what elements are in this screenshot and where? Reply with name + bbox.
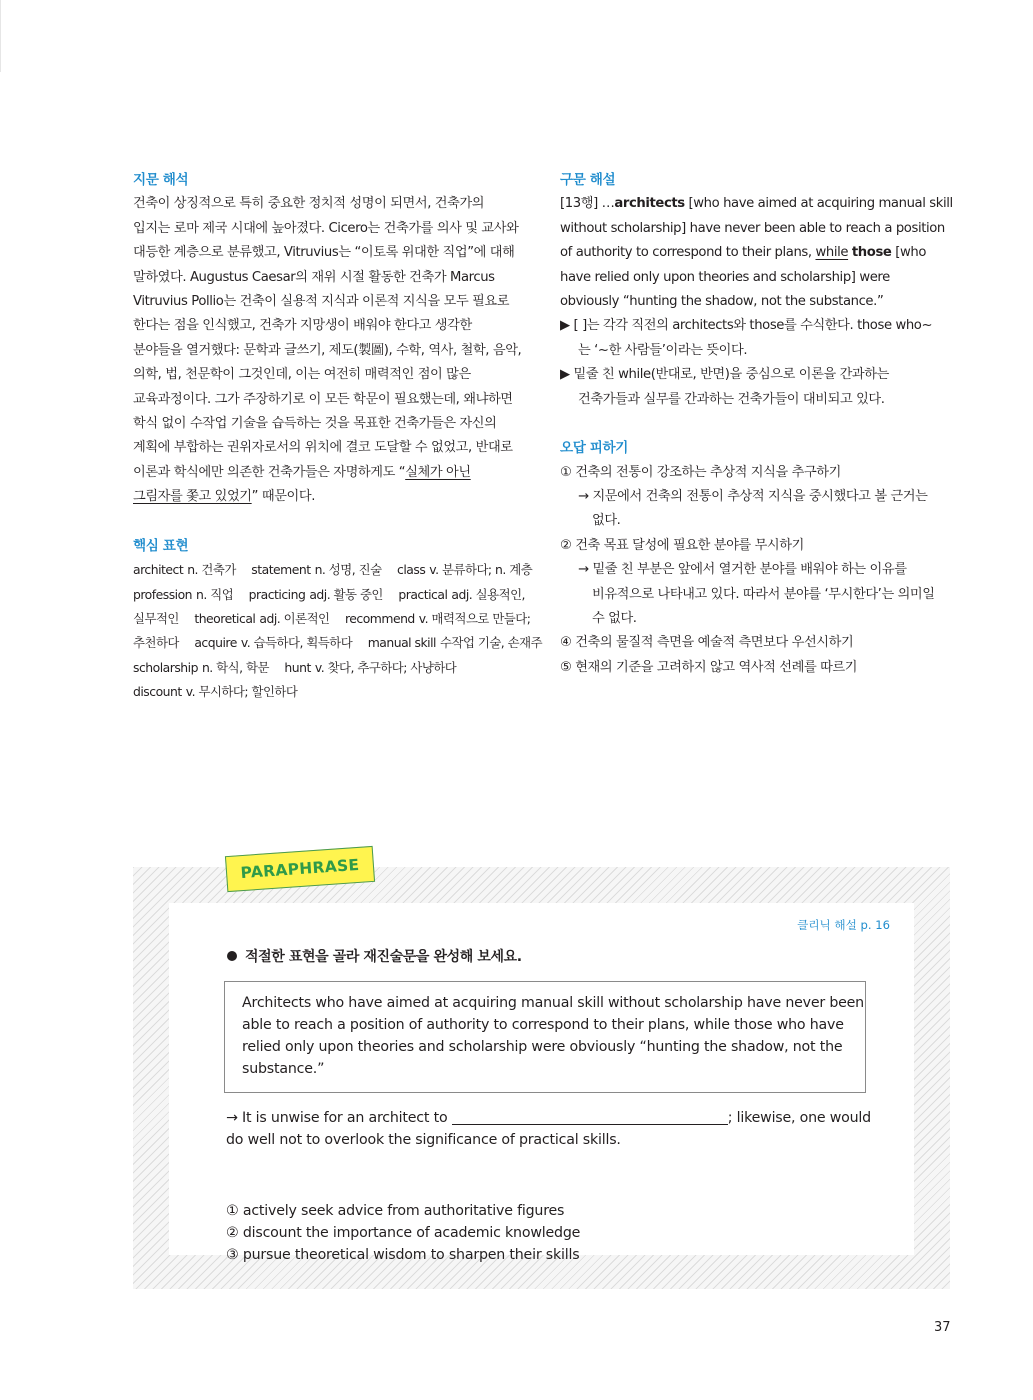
quote-line: substance.” <box>242 1061 325 1077</box>
vocab-word: discount <box>133 684 182 700</box>
vocab-meaning: n. 직업 <box>196 586 234 602</box>
syntax-segment: [13행] … <box>560 196 615 212</box>
translation-line: Vitruvius Pollio는 건축이 실용적 지식과 이론적 지식을 모두 필요로 <box>133 293 510 309</box>
underlined-phrase: 실체가 아닌 <box>405 464 471 480</box>
wrong-answer-line: 비유적으로 나타내고 있다. 따라서 분야를 ‘무시한다’는 의미일 <box>592 586 935 602</box>
translation-heading: 지문 해석 <box>133 172 189 188</box>
paraphrase-instruction <box>227 946 522 966</box>
quote-line: Architects who have aimed at acquiring manual skill without scholarship have never been <box>242 995 864 1011</box>
vocab-meaning: n. 성명, 진술 <box>314 562 382 578</box>
syntax-line <box>560 192 955 216</box>
translation-line: 한다는 점을 인식했고, 건축가 지망생이 배워야 한다고 생각한 <box>133 318 472 334</box>
key-expressions-heading: 핵심 표현 <box>133 537 189 554</box>
vocab-meaning: v. 분류하다; n. 계층 <box>429 562 533 578</box>
vocab-list <box>133 558 543 704</box>
vocab-word: scholarship <box>133 659 198 675</box>
paraphrase-sentence <box>226 1107 876 1151</box>
original-quote-box <box>224 981 866 1093</box>
answer-option[interactable]: ② discount the importance of academic knowledge <box>226 1224 581 1241</box>
vocab-meaning: adj. 이론적인 <box>259 611 330 627</box>
syntax-note: 건축가들과 실무를 간과하는 건축가들이 대비되고 있다. <box>578 391 885 407</box>
paraphrase-box <box>133 867 950 1289</box>
paraphrase-tag: PARAPHRASE <box>225 846 375 892</box>
sentence-segment: → It is unwise for an architect to <box>226 1110 452 1126</box>
vocab-word: theoretical <box>194 611 256 627</box>
syntax-note: 는 ‘~한 사람들’이라는 뜻이다. <box>578 342 748 358</box>
translation-line <box>133 485 533 509</box>
instruction-text: 적절한 표현을 골라 재진술문을 완성해 보세요. <box>245 949 522 965</box>
translation-text <box>133 192 533 509</box>
translation-line: 학식 없이 수작업 기술을 습득하는 것을 목표한 건축가들은 자신의 <box>133 415 497 431</box>
translation-line: 대등한 계층으로 분류했고, Vitruvius는 “이토록 위대한 직업”에 대해 <box>133 245 515 261</box>
answer-option[interactable]: ① actively seek advice from authoritative figures <box>226 1203 565 1219</box>
translation-line: 계획에 부합하는 권위자로서의 위치에 결코 도달할 수 없었고, 반대로 <box>133 440 513 456</box>
translation-line: 분야들을 열거했다: 문학과 글쓰기, 제도(製圖), 수학, 역사, 철학, 음악, <box>133 342 522 358</box>
syntax-line: have relied only upon theories and scholarship] were <box>560 269 890 285</box>
quote-line: relied only upon theories and scholarship were obviously “hunting the shadow, not the <box>242 1039 843 1055</box>
syntax-line: obviously “hunting the shadow, not the substance.” <box>560 293 884 309</box>
vocab-line <box>133 656 533 680</box>
translation-line: 입지는 로마 제국 시대에 높아졌다. Cicero는 건축가를 의사 및 교사와 <box>133 220 519 236</box>
sentence-line: do well not to overlook the significance of practical skills. <box>226 1132 621 1148</box>
vocab-line <box>133 680 533 704</box>
vocab-word: acquire <box>194 635 237 651</box>
vocab-meaning: n. 학식, 학문 <box>201 659 269 675</box>
clinic-reference: 클리닉 해설 p. 16 <box>797 918 890 932</box>
answer-options <box>226 1201 580 1266</box>
page-edge-mark <box>0 0 1 72</box>
syntax-note: ▶ 밑줄 친 while(반대로, 반면)을 중심으로 이론을 간과하는 <box>560 367 889 383</box>
vocab-line <box>133 583 533 607</box>
translation-line: 의학, 법, 천문학이 그것인데, 이는 여전히 매력적인 점이 많은 <box>133 367 471 383</box>
vocab-word: practical <box>398 586 448 602</box>
vocab-meaning: v. 무시하다; 할인하다 <box>185 684 298 700</box>
vocab-meaning: adj. 활동 중인 <box>309 586 383 602</box>
vocab-word: profession <box>133 586 193 602</box>
vocab-word: class <box>397 562 426 578</box>
vocab-word: architect <box>133 562 184 578</box>
paraphrase-panel <box>169 903 914 1263</box>
wrong-answer-line: 없다. <box>592 513 621 529</box>
vocab-meaning: adj. 실용적인, <box>451 586 525 602</box>
left-column <box>133 168 543 705</box>
syntax-bold-word: those <box>851 245 892 261</box>
vocab-word: practicing <box>248 586 306 602</box>
syntax-text <box>560 192 955 412</box>
wrong-answer-line: ④ 건축의 물질적 측면을 예술적 측면보다 우선시하기 <box>560 635 854 651</box>
vocab-word: hunt <box>284 659 311 675</box>
vocab-meaning: 추천하다 <box>133 635 179 651</box>
answer-blank[interactable] <box>452 1110 728 1125</box>
vocab-line <box>133 558 533 582</box>
vocab-meaning: 수작업 기술, 손재주 <box>440 635 543 651</box>
syntax-segment: of authority to correspond to their plans, <box>560 245 816 261</box>
syntax-note: ▶ [ ]는 각각 직전의 architects와 those를 수식한다. those who~ <box>560 318 933 334</box>
vocab-meaning: v. 습득하다, 획득하다 <box>240 635 353 651</box>
vocab-word: statement <box>251 562 311 578</box>
right-column <box>560 168 955 680</box>
wrong-answer-line: → 지문에서 건축의 전통이 추상적 지식을 중시했다고 볼 근거는 <box>578 489 928 505</box>
syntax-bold-word: architects <box>614 196 685 212</box>
translation-line: 교육과정이다. 그가 주장하기로 이 모든 학문이 필요했는데, 왜냐하면 <box>133 391 513 407</box>
answer-option[interactable]: ③ pursue theoretical wisdom to sharpen their skills <box>226 1246 580 1263</box>
translation-line <box>133 461 533 485</box>
syntax-segment: [who have aimed at acquiring manual skill <box>684 196 953 212</box>
syntax-heading: 구문 해설 <box>560 172 616 188</box>
translation-text-segment: ” 때문이다. <box>251 489 316 505</box>
bullet-icon <box>227 951 237 961</box>
vocab-line <box>133 607 533 631</box>
underlined-word: while <box>815 245 849 261</box>
syntax-line <box>560 241 955 265</box>
wrong-answer-line: ② 건축 목표 달성에 필요한 분야를 무시하기 <box>560 537 804 553</box>
vocab-word: recommend <box>344 611 415 627</box>
vocab-meaning: n. 건축가 <box>187 562 236 578</box>
translation-line: 말하였다. Augustus Caesar의 재위 시절 활동한 건축가 Marcus <box>133 269 495 285</box>
vocab-line <box>133 631 543 655</box>
syntax-segment: [who <box>891 245 926 261</box>
wrong-answer-line: ① 건축의 전통이 강조하는 추상적 지식을 추구하기 <box>560 464 841 480</box>
page-number: 37 <box>934 1320 951 1335</box>
underlined-phrase: 그림자를 쫓고 있었기 <box>133 489 252 505</box>
vocab-word: manual skill <box>367 635 437 651</box>
vocab-meaning: v. 매력적으로 만들다; <box>418 611 531 627</box>
vocab-meaning: 실무적인 <box>133 611 179 627</box>
quote-line: able to reach a position of authority to correspond to their plans, while those who have <box>242 1017 844 1033</box>
syntax-line: without scholarship] have never been able to reach a position <box>560 220 945 236</box>
wrong-answer-line: 수 없다. <box>592 611 637 627</box>
translation-text-segment: 이론과 학식에만 의존한 건축가들은 자명하게도 “ <box>133 464 406 480</box>
sentence-segment: ; likewise, one would <box>727 1110 871 1126</box>
vocab-meaning: v. 찾다, 추구하다; 사냥하다 <box>314 659 457 675</box>
translation-line: 건축이 상징적으로 특히 중요한 정치적 성명이 되면서, 건축가의 <box>133 196 485 212</box>
sentence-line <box>226 1107 876 1129</box>
wrong-answer-line: → 밑줄 친 부분은 앞에서 열거한 분야를 배워야 하는 이유를 <box>578 562 907 578</box>
wrong-answer-line: ⑤ 현재의 기준을 고려하지 않고 역사적 선례를 따르기 <box>560 659 858 675</box>
wrong-answer-heading: 오답 피하기 <box>560 440 628 457</box>
wrong-answer-list <box>560 461 955 681</box>
